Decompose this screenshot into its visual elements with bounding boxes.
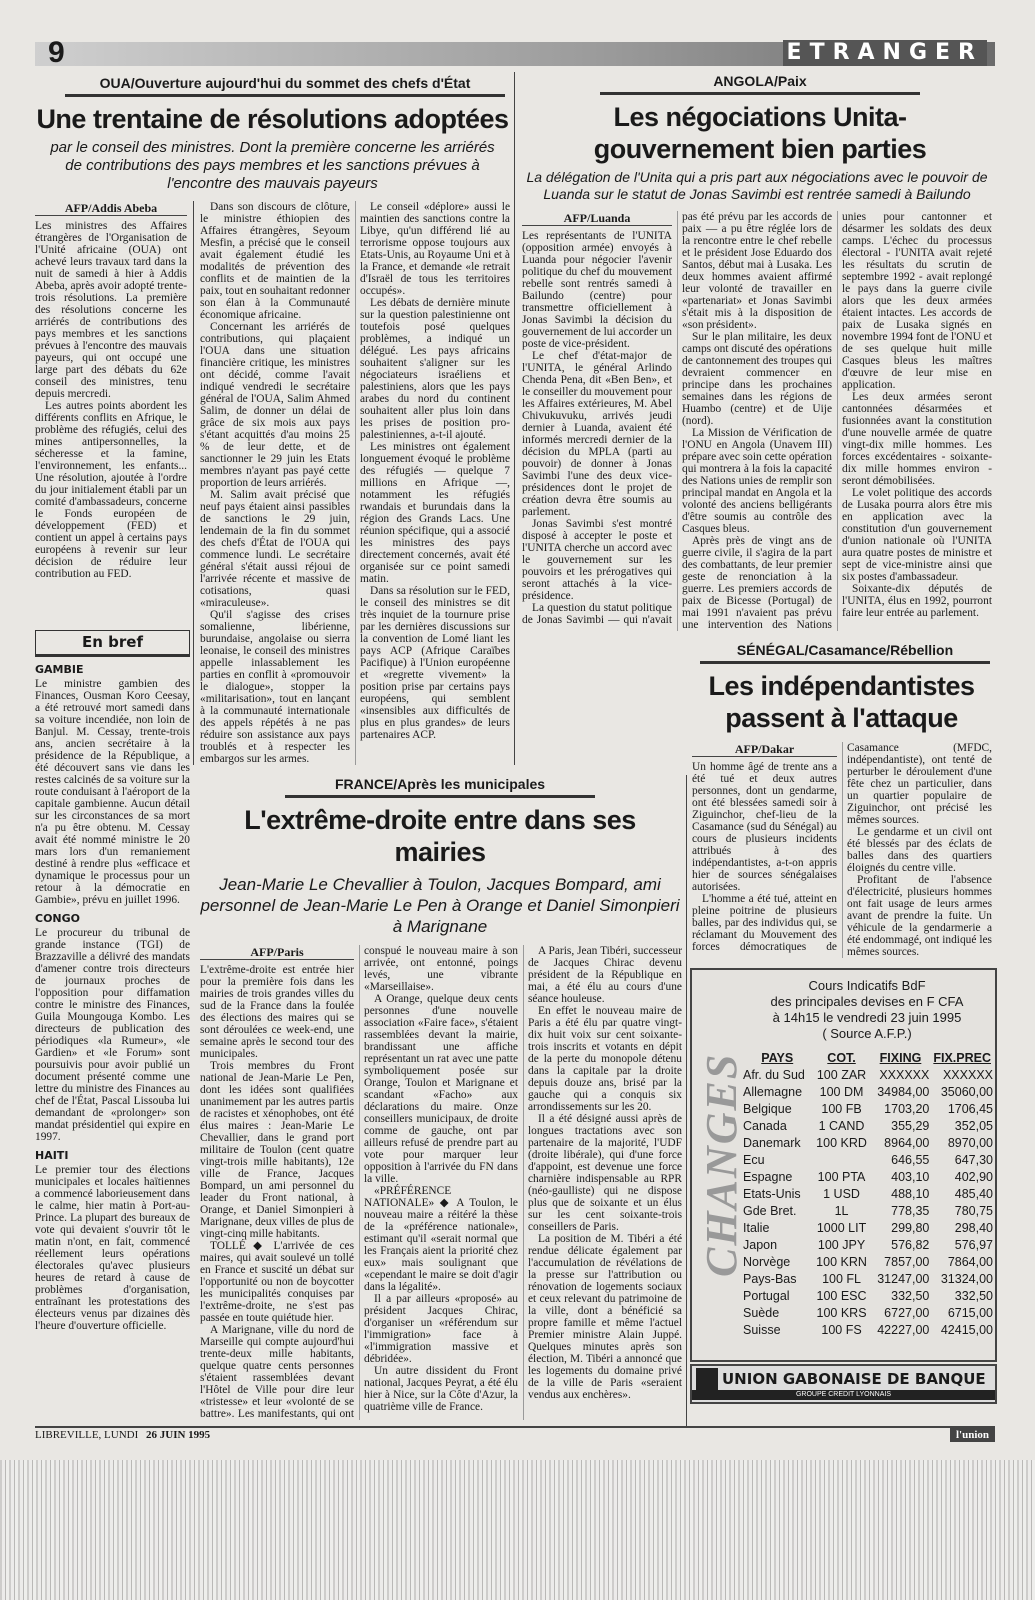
rate-row <box>742 1186 994 1203</box>
country-cell: Belgique <box>743 1102 792 1116</box>
divider <box>514 72 515 765</box>
previous-fixing-cell: 1706,45 <box>947 1102 993 1116</box>
rate-row <box>742 1322 994 1339</box>
paragraph: Soixante-dix députés de l'UNITA, élus en 1992, pourront faire leur entrée au parlement. <box>842 583 992 619</box>
footer-dateline: LIBREVILLE, LUNDI <box>35 1429 139 1441</box>
senegal-kicker: SÉNÉGAL/Casamance/Rébellion <box>700 641 990 664</box>
fixing-cell: 31247,00 <box>877 1272 930 1286</box>
paragraph: La question du statut politique de Jonas Savimbi — qui n'avait pas été prévu par les accords de paix — a pu être réglée lors de la rencontre entre le chef rebelle et le président Jose Eduardo dos Santos, début mai à Lusaka. Les deux hommes avaient affirmé leur volonté de travailler en «partenariat» et Jonas Savimbi s'était mis à la disposition de «son président». <box>522 211 832 626</box>
paragraph: A Marignane, ville du nord de Marseille qui compte aujourd'hui trente-deux mille habitants, quelque quatre cents personnes s'étaient rassemblées devant l'Hôtel de Ville pour dire leur «tristesse» et leur «volonté de se battre». Les manifestants, qui ont conspué le nouveau maire à son arrivée, ont entonné, poings levés, une vibrante «Marseillaise». <box>200 945 518 1420</box>
exchange-rates-box <box>690 968 997 1362</box>
unit-cell <box>812 1152 870 1169</box>
brief-text: Le procureur du tribunal de grande instance (TGI) de Brazzaville a délivré des mandats d'amener contre trois directeurs de journaux proches de l'opposition pour diffamation contre le ministre des Finances, Guila Moungouga Kombo. Les directeurs de publication des périodiques «la Rumeur», «le Gardien» et «le Forum» sont poursuivis pour avoir publié un document présenté comme une lettre du ministre des Finances au chef de l'État, Pascal Lissouba lui demandant de «prolonger» son mandat présidentiel qui expire en 1997. <box>35 927 190 1143</box>
rate-row <box>742 1305 994 1322</box>
paragraph: Un homme âgé de trente ans a été tué et deux autres personnes, dont un gendarme, ont été blessées samedi soir à Ziguinchor, chef-lieu de la Casamance (sud du Sénégal) au cours de plusieurs incidents attribués à des indépendantistes, a-t-on appris hier de sources sénégalaises autorisées. <box>692 761 837 893</box>
paragraph: TOLLÉ ◆ L'arrivée de ces maires, qui avait soulevé un tollé en France et suscité un débat sur l'opportunité ou non de boycotter les municipalités conquises par l'extrême-droite, ne s'est pas passée en toute quiétude hier. <box>200 1240 354 1324</box>
unit-cell: 1 CAND <box>818 1119 865 1133</box>
section-title: ETRANGER <box>783 40 987 66</box>
title-line: des principales devises en F CFA <box>770 994 964 1009</box>
oua-article-body <box>200 201 510 765</box>
title-line: Cours Indicatifs BdF <box>808 978 926 993</box>
angola-article-body <box>522 211 992 631</box>
previous-fixing-cell: 42415,00 <box>940 1323 993 1337</box>
country-cell: Pays-Bas <box>743 1272 797 1286</box>
column-header: PAYS <box>761 1051 794 1065</box>
paragraph: Trois membres du Front national de Jean-Marie Le Pen, dont les idées sont qualifiées unanimement par les autres partis de racistes et xénophobes, ont été élus maires : Jean-Marie Le Chevallier, dans le grand port militaire de Toulon (cent quatre vingt-trois mille habitants), 12e ville de France, Jacques Bompard, un ami personnel du leader du Front national, à Orange, et Daniel Simonpieri à Marignane, deux villes de plus de vingt-cinq mille habitants. <box>200 1060 354 1240</box>
country-cell: Norvège <box>743 1255 791 1269</box>
previous-fixing-cell: 647,30 <box>954 1153 993 1167</box>
fixing-cell: 42227,00 <box>877 1323 930 1337</box>
rate-row <box>742 1101 994 1118</box>
fixing-cell: 403,10 <box>891 1170 930 1184</box>
bank-logo-icon <box>696 1368 718 1390</box>
angola-kicker: ANGOLA/Paix <box>600 72 920 95</box>
senegal-article-body <box>692 742 992 958</box>
title-line: ( Source A.F.P.) <box>822 1026 912 1041</box>
exchange-rates-table <box>742 1050 994 1339</box>
unit-cell: 1L <box>834 1204 849 1218</box>
rate-row <box>742 1237 994 1254</box>
rate-row <box>742 1288 994 1305</box>
unit-cell: 1000 LIT <box>816 1221 867 1235</box>
paragraph: Les ministres des Affaires étrangères de l'Organisation de l'Unité africaine (OUA) ont achevé leurs travaux tard dans la nuit de samedi à hier à Addis Abeba, après avoir adopté trente-trois résolutions. La première des résolutions concerne les arriérés de contributions des pays membres et les sanctions prévues à l'encontre des mauvais payeurs, qui ont occupé une large part des débats du 62e conseil des ministres, tenu depuis mercredi. <box>35 220 187 400</box>
country-cell: Portugal <box>743 1289 790 1303</box>
paragraph: Les autres points abordent les différents conflits en Afrique, le problème des réfugiés, celui des mines antipersonnelles, la sécheresse et la famine, l'environnement, les enfants... Une résolution, ajoutée à l'ordre du jour initialement établi par un comité d'ambassadeurs, concerne le Fonds européen de développement (FED) et contient un appel à certains pays européens à revenir sur leur décision de réduire leur contribution au FED. <box>35 400 187 580</box>
france-article-body <box>200 945 682 1420</box>
unit-cell: 100 DM <box>819 1085 864 1099</box>
fixing-cell: 299,80 <box>891 1221 930 1235</box>
unit-cell: 100 FB <box>821 1102 862 1116</box>
previous-fixing-cell: 402,90 <box>954 1170 993 1184</box>
scan-artifact <box>0 1460 1035 1600</box>
paragraph: La position de M. Tibéri a été rendue délicate également par l'accumulation de révélations de la presse sur l'attribution ou rénovation de logements sociaux et ceux relevant du patrimoine de la ville, dont a bénéficié sa propre famille et même l'actuel Premier ministre Alain Juppé. Quelques minutes après son élection, M. Tibéri a annoncé que les logements du domaine privé de la ville de Paris «seraient vendus aux enchères». <box>528 1233 682 1401</box>
paragraph: L'homme a été tué, atteint en pleine poitrine de plusieurs balles, par des individus qui, se réclamant du Mouvement des forces démocratiques de Casamance (MFDC, indépendantiste), ont tenté de perturber le déroulement d'une fête chez un particulier, dans un quartier populaire de Ziguinchor, ont précisé les mêmes sources. <box>692 742 992 953</box>
country-cell: Allemagne <box>743 1085 803 1099</box>
column-divider <box>193 201 194 765</box>
paragraph: M. Salim avait précisé que neuf pays étaient ainsi passibles de sanctions le 29 juin, lendemain de la fin du sommet des chefs d'État de l'OUA qui commence lundi. Le secrétaire général s'était aussi réjoui de l'arrivée récente et massive de cotisations, quasi «miraculeuse». <box>200 489 350 609</box>
rate-row <box>742 1152 994 1169</box>
country-cell: Japon <box>743 1238 778 1252</box>
previous-fixing-cell: 485,40 <box>954 1187 993 1201</box>
paragraph: Les débats de dernière minute sur la question palestinienne ont toutefois posé quelques problèmes, a indiqué un délégué. Les pays africains souhaitent s'aligner sur les négociateurs israéliens et palestiniens, alors que les pays arabes du nord du continent souhaitent aller plus loin dans les prises de position pro-palestiniennes, a-t-il ajouté. <box>360 297 510 441</box>
oua-article-body-first-column <box>35 201 187 580</box>
masthead: l'union <box>950 1428 995 1442</box>
byline: AFP/Addis Abeba <box>35 201 187 216</box>
paragraph: Jonas Savimbi s'est montré disposé à accepter le poste et l'UNITA cherche un accord avec le gouvernement sur les pouvoirs et les prérogatives qui seront attachés à la vice-présidence. <box>522 518 672 602</box>
unit-cell: 100 ESC <box>816 1289 867 1303</box>
oua-headline: Une trentaine de résolutions adoptées <box>36 104 509 134</box>
rate-row <box>742 1203 994 1220</box>
rate-row <box>742 1169 994 1186</box>
bank-name: UNION GABONAISE DE BANQUE <box>722 1370 986 1388</box>
paragraph: Les deux armées seront cantonnées désarmées et fusionnées avant la constitution d'une nouvelle armée de quatre vingt-dix mille hommes. Les forces excédentaires - soixante-dix mille hommes environ - seront démobilisées. <box>842 391 992 487</box>
rate-row <box>742 1254 994 1271</box>
fixing-cell: 8964,00 <box>884 1136 930 1150</box>
byline: AFP/Dakar <box>692 742 837 757</box>
paragraph: En effet le nouveau maire de Paris a été élu par quatre vingt-dix huit voix sur cent soixante-trois inscrits et votants en dépit de la perte du monopole détenu dans la capitale par la droite depuis douze ans, brisé par la gauche qui a conquis six arrondissements sur les 20. <box>528 1005 682 1113</box>
country-cell: Italie <box>743 1221 770 1235</box>
france-kicker: FRANCE/Après les municipales <box>285 775 595 798</box>
unit-cell: 100 ZAR <box>816 1068 867 1082</box>
title-line: à 14h15 le vendredi 23 juin 1995 <box>772 1010 962 1025</box>
paragraph: A Orange, quelque deux cents personnes d'une nouvelle association «Faire face», s'étaient rassemblées devant la mairie, brandissant une affiche représentant un rat avec une patte symboliquement posée sur Orange, Toulon et Marignane et scandant «Facho» aux déclarations du maire. Onze conseillers municipaux, de droite comme de gauche, ont par ailleurs refusé de prendre part au vote pour marquer leur opposition à l'arrivée du FN dans la ville. <box>364 993 518 1185</box>
brief-place: CONGO <box>35 912 81 925</box>
en-bref-title: En bref <box>35 630 190 657</box>
rate-row <box>742 1271 994 1288</box>
rate-row <box>742 1067 994 1084</box>
unit-cell: 100 KRN <box>816 1255 867 1269</box>
angola-deck: La délégation de l'Unita qui a pris part aux négociations avec le pouvoir de Luanda sur le statut de Jonas Savimbi est rentrée samedi à Bailundo <box>526 169 988 202</box>
previous-fixing-cell: 35060,00 <box>940 1085 993 1099</box>
changes-vertical-label: CHANGES <box>697 1052 746 1278</box>
angola-headline: Les négociations Unita-gouvernement bien parties <box>593 102 927 164</box>
fixing-cell: 7857,00 <box>884 1255 930 1269</box>
previous-fixing-cell: 31324,00 <box>940 1272 993 1286</box>
country-cell: Espagne <box>743 1170 793 1184</box>
paragraph: Il a par ailleurs «proposé» au président Jacques Chirac, d'organiser un «référendum sur l'immigration» face à «l'immigration massive et débridée». <box>364 1293 518 1365</box>
unit-cell: 100 KRD <box>816 1136 867 1150</box>
fixing-cell: 34984,00 <box>877 1085 930 1099</box>
previous-fixing-cell: 7864,00 <box>947 1255 993 1269</box>
bank-ad <box>690 1364 997 1404</box>
country-cell: Gde Bret. <box>743 1204 797 1218</box>
bank-group: GROUPE CREDIT LYONNAIS <box>692 1390 995 1400</box>
paragraph: Les ministres ont également longuement évoqué le problème des réfugiés — quelque 7 millions en Afrique —, notamment les réfugiés rwandais et burundais dans la région des Grands Lacs. Une réunion spécifique, qui a associé les ministres des pays directement concernés, avait été organisée sur ce point samedi matin. <box>360 441 510 585</box>
column-header: COT. <box>827 1051 856 1065</box>
en-bref-box <box>35 630 190 1332</box>
divider <box>686 775 687 1426</box>
previous-fixing-cell: 8970,00 <box>947 1136 993 1150</box>
country-cell: Suisse <box>743 1323 781 1337</box>
fixing-cell: 646,55 <box>891 1153 930 1167</box>
previous-fixing-cell: 6715,00 <box>947 1306 993 1320</box>
paragraph: Dans sa résolution sur le FED, le conseil des ministres se dit très inquiet de la tournure prise par les dernières discussions sur la convention de Lomé liant les pays ACP (Afrique Caraïbes Pacifique) à l'Union européenne et «regrette vivement» la position prise par certains pays européens, qui semblent «insensibles aux difficultés de plus en plus grandes» de leurs partenaires ACP. <box>360 585 510 741</box>
unit-cell: 100 PTA <box>817 1170 866 1184</box>
paragraph: «PRÉFÉRENCE NATIONALE» ◆ A Toulon, le nouveau maire a réitéré la thèse de la «préférence nationale», estimant qu'il «serait normal que les Français aient la priorité chez eux» mais soulignant que «cependant le maire se doit d'agir dans la légalité». <box>364 1185 518 1293</box>
country-cell: Suède <box>743 1306 780 1320</box>
column-header: FIXING <box>879 1051 922 1065</box>
paragraph: Concernant les arriérés de contributions, qui plaçaient l'OUA dans une situation financière critique, les ministres ont décidé, comme l'avait indiqué vendredi le secrétaire général de l'OUA, Salim Ahmed Salim, de donner un délai de grâce de six mois aux pays s'étant acquittés d'au moins 25 % de leur dette, et de sanctionner le 29 juin les Etats membres n'ayant pas payé cette proportion de leurs arriérés. <box>200 321 350 489</box>
paragraph: Le volet politique des accords de Lusaka pourra alors être mis en application avec la constitution d'un gouvernement d'union nationale où l'UNITA aura quatre postes de ministre et sept de vice-ministre ainsi que six postes d'ambassadeur. <box>842 487 992 583</box>
paragraph: Après près de vingt ans de guerre civile, il s'agira de la part des combattants, de leur premier geste de renonciation à la guerre. Les premiers accords de paix de Bicesse (Portugal) de mai 1991 n'avaient pas prévu une intervention des Nations unies pour cantonner et désarmer les soldats des deux camps. L'échec du processus électoral - l'UNITA avait rejeté les résultats du scrutin de septembre 1992 - avait replongé le pays dans la guerre civile alors que les deux armées étaient intactes. Les accords de paix de Lusaka signés en novembre 1994 font de l'ONU et de ses quelque huit mille Casques bleus les maîtres d'œuvre de leur mise en application. <box>682 211 992 631</box>
brief-place: GAMBIE <box>35 663 84 676</box>
unit-cell: 100 JPY <box>817 1238 866 1252</box>
paragraph: Sur le plan militaire, les deux camps ont discuté des opérations de cantonnement des troupes qui devraient commencer en principe dans les prochaines semaines dans les régions de Huambo (centre) et de Uije (nord). <box>682 331 832 427</box>
country-cell: Afr. du Sud <box>743 1068 805 1082</box>
country-cell: Canada <box>743 1119 787 1133</box>
previous-fixing-cell: XXXXXX <box>942 1068 993 1082</box>
paragraph: Qu'il s'agisse des crises somalienne, libérienne, burundaise, angolaise ou sierra leonaise, le conseil des ministres appelle inlassablement les parties en conflit à «promouvoir le dialogue», stopper la «militarisation», tout en lançant à la communauté internationale des appels répétés à ne pas réduire son assistance aux pays troublés et à respecter les embargos sur les armes. <box>200 609 350 765</box>
fixing-cell: 1703,20 <box>884 1102 930 1116</box>
brief-place: HAITI <box>35 1149 69 1162</box>
fixing-cell: 6727,00 <box>884 1306 930 1320</box>
page-footer <box>35 1426 995 1442</box>
fixing-cell: 488,10 <box>891 1187 930 1201</box>
paragraph: Dans son discours de clôture, le ministre éthiopien des Affaires étrangères, Seyoum Mesfin, a précisé que le conseil avait également étudié les modalités de prévention des conflits et de maintien de la paix, tout en souhaitant redonner son élan à la Communauté économique africaine. <box>200 201 350 321</box>
france-headline: L'extrême-droite entre dans ses mairies <box>244 805 636 867</box>
unit-cell: 100 FL <box>822 1272 861 1286</box>
country-cell: Ecu <box>743 1153 765 1167</box>
footer-date: 26 JUIN 1995 <box>146 1429 211 1441</box>
brief-text: Le ministre gambien des Finances, Ousman Koro Ceesay, a été retrouvé mort samedi dans sa voiture incendiée, non loin de Banjul. M. Cessay, trente-trois ans, ancien secrétaire à la présidence de la République, a été découvert sans vie dans les restes calcinés de sa voiture sur la route conduisant à l'aéroport de la capitale gambienne. Aucun détail sur les circonstances de sa mort n'a pu être obtenu. M. Cessay avait été nommé ministre le 20 mars lors d'un remaniement destiné à rendre plus «efficace et dynamique le processus pour un retour à la démocratie en Gambie», prévu en juillet 1996. <box>35 678 190 906</box>
previous-fixing-cell: 298,40 <box>954 1221 993 1235</box>
column-header: FIX.PREC <box>933 1051 991 1065</box>
unit-cell: 100 KRS <box>816 1306 867 1320</box>
rate-row <box>742 1135 994 1152</box>
paragraph: Un autre dissident du Front national, Jacques Peyrat, a été élu hier à Nice, sur la Côte d'Azur, la quatrième ville de France. <box>364 1365 518 1413</box>
oua-deck: par le conseil des ministres. Dont la première concerne les arriérés de contributions des pays membres et les sanctions prévues à l'encontre des mauvais payeurs <box>50 139 495 192</box>
fixing-cell: 576,82 <box>891 1238 930 1252</box>
fixing-cell: XXXXXX <box>879 1068 930 1082</box>
paragraph: Le gendarme et un civil ont été blessés par des éclats de balles dans des quartiers éloignés du centre ville. <box>847 826 992 874</box>
country-cell: Danemark <box>743 1136 801 1150</box>
senegal-headline: Les indépendantistes passent à l'attaque <box>708 671 975 733</box>
rate-row <box>742 1118 994 1135</box>
rate-row <box>742 1084 994 1101</box>
france-deck: Jean-Marie Le Chevallier à Toulon, Jacques Bompard, ami personnel de Jean-Marie Le Pen à Orange et Daniel Simonpieri à Marignane <box>200 875 680 936</box>
unit-cell: 100 FS <box>821 1323 862 1337</box>
fixing-cell: 355,29 <box>891 1119 930 1133</box>
previous-fixing-cell: 352,05 <box>954 1119 993 1133</box>
paragraph: Profitant de l'absence d'électricité, plusieurs hommes ont fait usage de leurs armes avant de prendre la fuite. Un véhicule de la gendarmerie a été endommagé, ont indiqué les mêmes sources. <box>847 874 992 958</box>
paragraph: L'extrême-droite est entrée hier pour la première fois dans les mairies de trois grandes villes du sud de la France dans la foulée des élections des maires qui se sont déroulées ce week-end, une semaine après le second tour des municipales. <box>200 964 354 1060</box>
paragraph: Les représentants de l'UNITA (opposition armée) envoyés à Luanda pour négocier l'avenir politique du chef du mouvement rebelle sont rentrés samedi à Bailundo (centre) pour transmettre officiellement à Jonas Savimbi la décision du gouvernement de lui accorder un poste de vice-président. <box>522 230 672 350</box>
rate-row <box>742 1220 994 1237</box>
paragraph: La Mission de Vérification de l'ONU en Angola (Unavem III) prépare avec soin cette opération qui montrera à la fois la capacité des Nations unies de remplir son principal mandat en Angola et la volonté des anciens belligérants d'être soumis au contrôle des Casques bleus. <box>682 427 832 535</box>
page-number: 9 <box>48 36 65 69</box>
previous-fixing-cell: 780,75 <box>954 1204 993 1218</box>
paragraph: A Paris, Jean Tibéri, successeur de Jacques Chirac devenu président de la République en mai, a été élu au cours d'une séance houleuse. <box>528 945 682 1005</box>
previous-fixing-cell: 332,50 <box>954 1289 993 1303</box>
fixing-cell: 778,35 <box>891 1204 930 1218</box>
previous-fixing-cell: 576,97 <box>954 1238 993 1252</box>
fixing-cell: 332,50 <box>891 1289 930 1303</box>
exchange-rates-title <box>742 978 992 1042</box>
paragraph: Le conseil «déplore» aussi le maintien des sanctions contre la Libye, qu'un différend lié au terrorisme oppose toujours aux Etats-Unis, au Royaume Uni et à la France, et demande «le retrait d'Israël de tous les territoires occupés». <box>360 201 510 297</box>
paragraph: Le chef d'état-major de l'UNITA, le général Arlindo Chenda Pena, dit «Ben Ben», et le conseiller du mouvement pour les Affaires extérieures, M. Abel Chivukuvuku, arrivés jeudi dernier à Luanda, avaient été informés mercredi dernier de la décision du MPLA (parti au pouvoir) de donner à Jonas Savimbi l'une des deux vice-présidences dont le projet de création devra être soumis au parlement. <box>522 350 672 518</box>
country-cell: Etats-Unis <box>743 1187 801 1201</box>
byline: AFP/Paris <box>200 945 354 960</box>
oua-kicker: OUA/Ouverture aujourd'hui du sommet des chefs d'État <box>65 74 505 97</box>
paragraph: Il a été désigné aussi après de longues tractations avec son partenaire de la majorité, l'UDF (droite libérale), qui d'une force d'appoint, est devenue une force charnière indispensable au RPR (néo-gaulliste) qui ne dispose plus que de soixante et un élus sur les cent soixante-trois conseillers de Paris. <box>528 1113 682 1233</box>
unit-cell: 1 USD <box>823 1187 860 1201</box>
byline: AFP/Luanda <box>522 211 672 226</box>
brief-text: Le premier tour des élections municipales et locales haïtiennes a commencé laborieusement dans le calme, hier matin à Port-au-Prince. La plupart des bureaux de vote qui devaient s'ouvrir tôt le matin n'ont, en fait, commencé réellement leurs opérations électorales qu'avec plusieurs heures de retard à cause de problèmes d'organisation, entraînant les protestations des électeurs venus par dizaines dès l'heure d'ouverture officielle. <box>35 1164 190 1332</box>
